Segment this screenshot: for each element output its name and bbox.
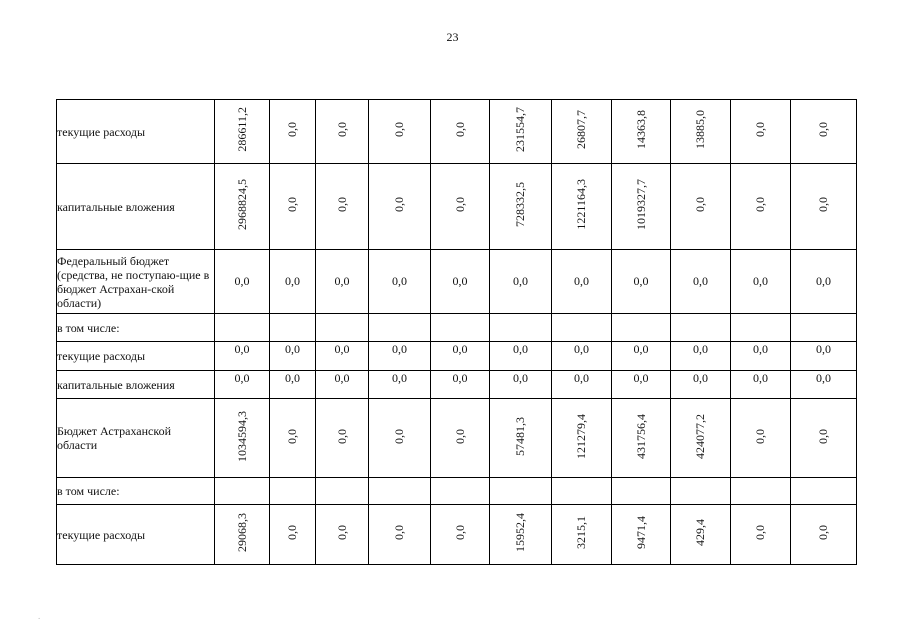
table-cell: 0,0 (316, 342, 369, 371)
cell-value: 0,0 (693, 197, 707, 212)
budget-table (56, 99, 857, 565)
table-cell (316, 478, 369, 505)
cell-value: 0,0 (285, 122, 299, 137)
table-cell (431, 478, 490, 505)
cell-value: 0,0 (753, 525, 767, 540)
table-cell (316, 314, 369, 342)
table-cell (270, 164, 316, 250)
table-cell: 0,0 (490, 342, 552, 371)
table-cell (369, 100, 431, 164)
cell-value: 0,0 (392, 197, 406, 212)
table-cell (270, 505, 316, 565)
table-cell (791, 478, 857, 505)
table-cell: 0,0 (316, 250, 369, 314)
cell-value: 0,0 (392, 525, 406, 540)
table-cell (671, 314, 731, 342)
table-cell: 0,0 (552, 342, 612, 371)
cell-value: 15952,4 (513, 513, 527, 552)
row-label: в том числе: (57, 478, 215, 505)
table-cell: 0,0 (552, 250, 612, 314)
cell-value: 57481,3 (513, 416, 527, 456)
table-cell (791, 399, 857, 478)
table-cell: 0,0 (270, 371, 316, 399)
row-label: Бюджет Астраханской области (57, 399, 215, 478)
cell-value: 14363,8 (633, 110, 648, 149)
table-cell (431, 399, 490, 478)
table-cell: 0,0 (369, 371, 431, 399)
row-label: в том числе: (57, 314, 215, 342)
cell-value: 26807,7 (574, 110, 588, 149)
table-cell (369, 314, 431, 342)
table-row (57, 342, 857, 371)
row-label: текущие расходы (57, 505, 215, 565)
table-row (57, 371, 857, 399)
cell-value: 0,0 (392, 428, 406, 444)
table-cell (791, 164, 857, 250)
table-cell (270, 100, 316, 164)
table-cell (490, 164, 552, 250)
cell-value: 0,0 (334, 122, 349, 137)
table-row (57, 314, 857, 342)
cell-value: 0,0 (452, 525, 467, 540)
table-cell (612, 478, 671, 505)
cell-value: 0,0 (285, 525, 299, 540)
table-cell: 0,0 (791, 371, 857, 399)
cell-value: 0,0 (816, 428, 830, 444)
table-cell: 0,0 (215, 371, 270, 399)
table-cell (431, 314, 490, 342)
table-cell (731, 100, 791, 164)
table-cell (612, 314, 671, 342)
cell-value: 0,0 (816, 525, 830, 540)
table-cell (369, 505, 431, 565)
cell-value: 286611,2 (234, 107, 249, 152)
table-cell: 0,0 (612, 342, 671, 371)
table-cell: 0,0 (490, 371, 552, 399)
table-cell (731, 399, 791, 478)
table-cell: 0,0 (731, 371, 791, 399)
table-cell (215, 478, 270, 505)
table-cell (431, 164, 490, 250)
cell-value: 0,0 (285, 428, 299, 444)
table-cell (791, 314, 857, 342)
cell-value: 29068,3 (234, 513, 249, 552)
table-cell (215, 399, 270, 478)
table-cell (490, 399, 552, 478)
table-cell: 0,0 (431, 342, 490, 371)
table-cell: 0,0 (791, 250, 857, 314)
table-row (57, 164, 857, 250)
page-number: 23 (446, 30, 459, 44)
cell-value: 3215,1 (574, 516, 588, 549)
cell-value: 1019327,7 (633, 179, 648, 230)
cell-value: 429,4 (693, 519, 707, 546)
table-cell: 0,0 (369, 342, 431, 371)
cell-value: 431756,4 (633, 413, 648, 459)
table-cell (731, 314, 791, 342)
cell-value: 424077,2 (693, 413, 707, 459)
table-cell (490, 505, 552, 565)
table-cell: 0,0 (612, 371, 671, 399)
table-cell (552, 164, 612, 250)
table-cell (215, 164, 270, 250)
table-cell (316, 505, 369, 565)
table-cell (369, 478, 431, 505)
table-cell (671, 399, 731, 478)
table-cell (552, 100, 612, 164)
table-row (57, 505, 857, 565)
table-cell (369, 164, 431, 250)
table-cell (316, 399, 369, 478)
table-cell (215, 314, 270, 342)
table-cell: 0,0 (369, 250, 431, 314)
table-cell (215, 505, 270, 565)
table-row (57, 250, 857, 314)
table-cell (552, 478, 612, 505)
table-cell (612, 399, 671, 478)
table-cell: 0,0 (731, 250, 791, 314)
table-cell: 0,0 (791, 342, 857, 371)
row-label: текущие расходы (57, 100, 215, 164)
table-cell (612, 505, 671, 565)
table-cell: 0,0 (490, 250, 552, 314)
table-cell (270, 399, 316, 478)
cell-value: 0,0 (816, 197, 830, 212)
table-cell (671, 505, 731, 565)
table-cell: 0,0 (552, 371, 612, 399)
table-cell (552, 505, 612, 565)
row-label: капитальные вложения (57, 371, 215, 399)
table-cell (671, 478, 731, 505)
cell-value: 1034594,3 (234, 410, 249, 462)
table-row (57, 399, 857, 478)
row-label: текущие расходы (57, 342, 215, 371)
table-cell (431, 100, 490, 164)
table-cell (369, 399, 431, 478)
cell-value: 728332,5 (513, 182, 527, 227)
table-cell (270, 478, 316, 505)
cell-value: 1221164,3 (574, 179, 588, 230)
table-cell (552, 399, 612, 478)
table-cell (490, 314, 552, 342)
cell-value: 0,0 (753, 428, 767, 444)
table-cell (671, 100, 731, 164)
table-row (57, 100, 857, 164)
cell-value: 9471,4 (633, 516, 648, 549)
table-cell (490, 478, 552, 505)
table-cell (552, 314, 612, 342)
cell-value: 0,0 (285, 197, 299, 212)
table-cell (791, 100, 857, 164)
table-cell (731, 164, 791, 250)
table-cell (490, 100, 552, 164)
table-cell: 0,0 (671, 250, 731, 314)
table-cell (215, 100, 270, 164)
table-cell (612, 100, 671, 164)
table-cell: 0,0 (612, 250, 671, 314)
cell-value: 121279,4 (574, 413, 588, 459)
table-cell (612, 164, 671, 250)
table-cell: 0,0 (731, 342, 791, 371)
table-cell: 0,0 (431, 250, 490, 314)
table-cell (791, 505, 857, 565)
row-label: Федеральный бюджет (средства, не поступаю-щие в бюджет Астрахан-ской области) (57, 250, 215, 314)
row-label: капитальные вложения (57, 164, 215, 250)
cell-value: 231554,7 (513, 107, 527, 152)
table-cell (731, 478, 791, 505)
table-cell: 0,0 (431, 371, 490, 399)
cell-value: 0,0 (816, 122, 830, 137)
cell-value: 0,0 (392, 122, 406, 137)
table-row (57, 478, 857, 505)
table-cell: 0,0 (215, 250, 270, 314)
cell-value: 2968824,5 (234, 179, 249, 230)
table-cell: 0,0 (270, 250, 316, 314)
cell-value: 0,0 (452, 122, 467, 137)
table-cell (431, 505, 490, 565)
cell-value: 0,0 (334, 197, 349, 212)
scan-speck: . (38, 611, 41, 621)
table-cell: 0,0 (671, 371, 731, 399)
cell-value: 0,0 (452, 197, 467, 212)
cell-value: 0,0 (452, 428, 467, 444)
table-cell: 0,0 (316, 371, 369, 399)
cell-value: 0,0 (334, 525, 349, 540)
table-cell (270, 314, 316, 342)
table-cell (316, 164, 369, 250)
cell-value: 0,0 (753, 197, 767, 212)
table-cell (731, 505, 791, 565)
table-cell: 0,0 (671, 342, 731, 371)
table-cell: 0,0 (215, 342, 270, 371)
cell-value: 13885,0 (693, 110, 707, 149)
cell-value: 0,0 (753, 122, 767, 137)
table-cell: 0,0 (270, 342, 316, 371)
cell-value: 0,0 (334, 428, 349, 444)
table-cell (316, 100, 369, 164)
table-cell (671, 164, 731, 250)
